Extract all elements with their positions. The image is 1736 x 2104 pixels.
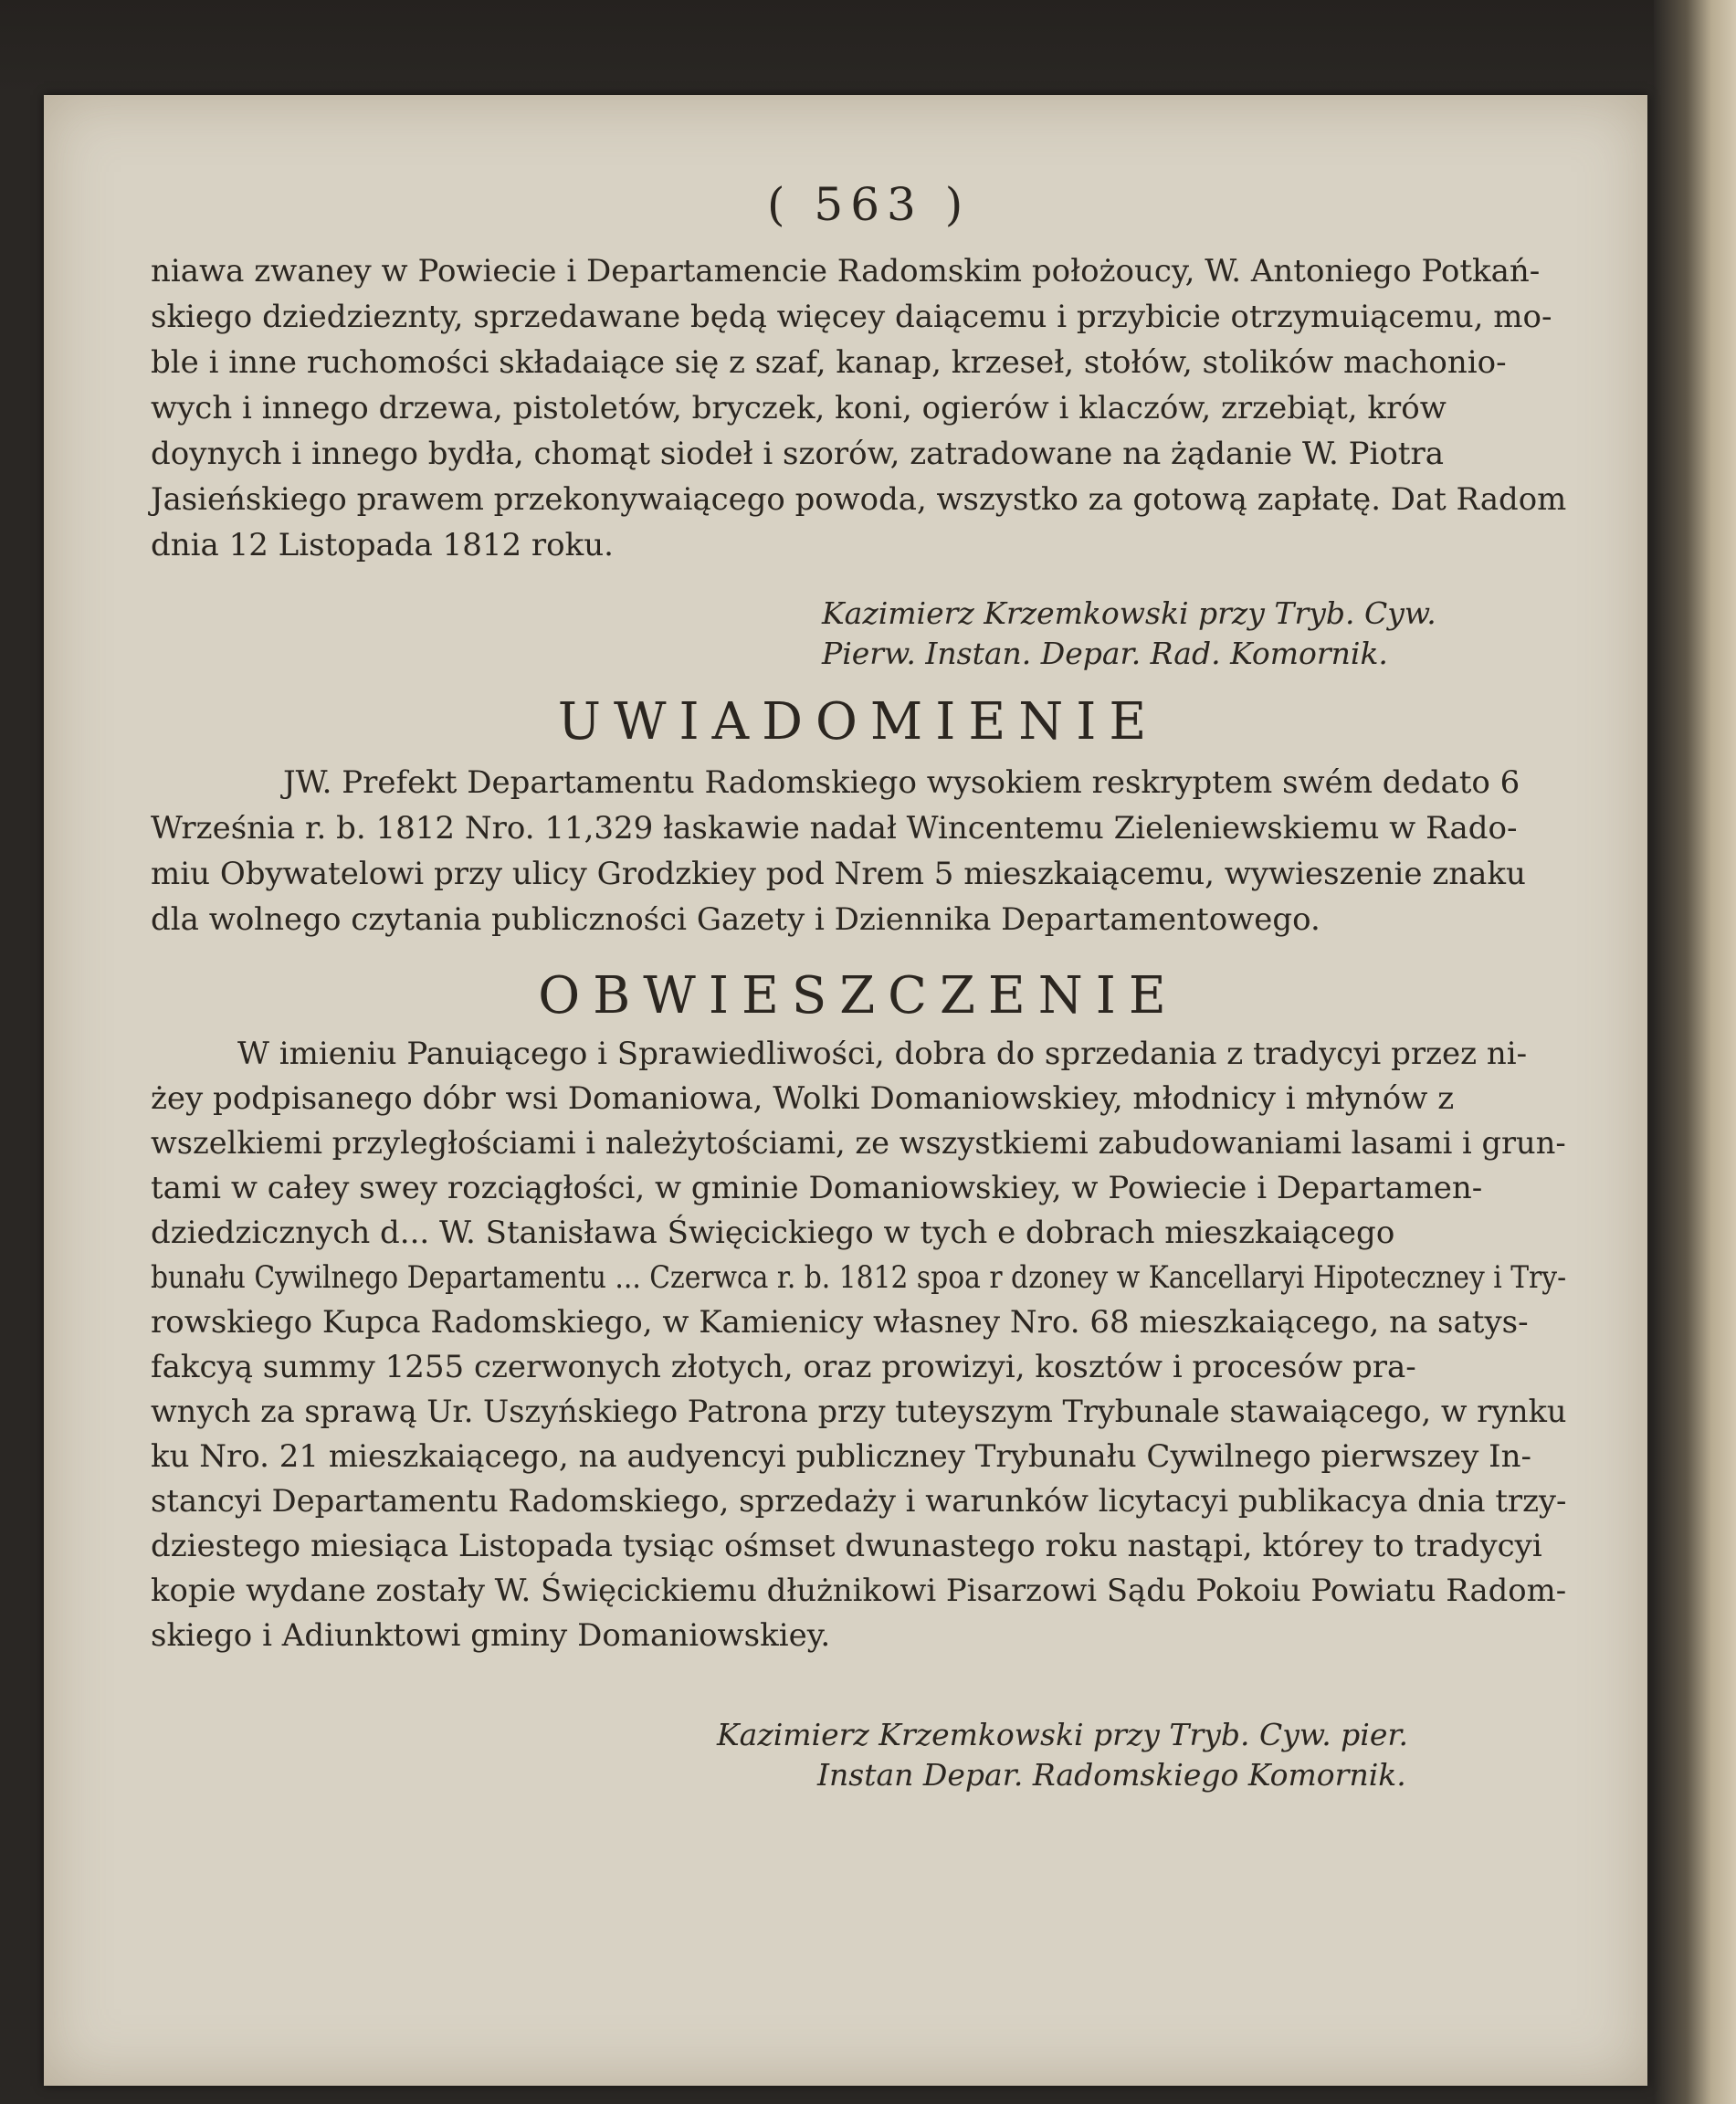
text-line: W imieniu Panuiącego i Sprawiedliwości, dobra do sprzedania z tradycyi przez ni- (237, 1036, 1528, 1072)
text-line: stancyi Departamentu Radomskiego, sprzedaży i warunków licytacyi publikacya dnia trzy- (151, 1483, 1567, 1520)
text-line: kopie wydane zostały W. Święcickiemu dłużnikowi Pisarzowi Sądu Pokoiu Powiatu Radom- (151, 1573, 1567, 1609)
text-line: Września r. b. 1812 Nro. 11,329 łaskawie nadał Wincentemu Zieleniewskiemu w Rado- (151, 810, 1518, 847)
text-line: niawa zwaney w Powiecie i Departamencie Radomskim położoucy, W. Antoniego Potkań- (151, 253, 1541, 289)
text-line: miu Obywatelowi przy ulicy Grodzkiey pod Nrem 5 mieszkaiącemu, wywieszenie znaku (151, 856, 1526, 892)
section-announcement (151, 760, 1566, 942)
text-line: żey podpisanego dóbr wsi Domaniowa, Wolki Domaniowskiey, młodnicy i młynów z (151, 1080, 1455, 1117)
text-line: rowskiego Kupca Radomskiego, w Kamienicy własney Nro. 68 mieszkaiącego, na satys- (151, 1304, 1529, 1341)
heading-uwiadomienie: UWIADOMIENIE (557, 692, 1160, 752)
section-public-notice (151, 1032, 1566, 1658)
signature-line: Kazimierz Krzemkowski przy Tryb. Cyw. pier. (717, 1717, 1409, 1752)
section-auction-notice (151, 248, 1566, 568)
text-line: wszelkiemi przyległościami i należytościami, ze wszystkiemi zabudowaniami lasami i grun- (151, 1125, 1566, 1162)
text-line: bunału Cywilnego Departamentu ... Czerwca r. b. 1812 spoa r dzoney w Kancellaryi Hipoteczney i Try- (151, 1259, 1567, 1296)
text-line: doynych i innego bydła, chomąt siodeł i szorów, zatradowane na żądanie W. Piotra (151, 436, 1444, 472)
signature-block (717, 1715, 1408, 1795)
text-line: tami w całey swey rozciągłości, w gminie Domaniowskiey, w Powiecie i Departamen- (151, 1170, 1483, 1206)
text-line: skiego i Adiunktowi gminy Domaniowskiey. (151, 1617, 831, 1654)
signature-block (822, 594, 1436, 674)
heading-obwieszczenie: OBWIESZCZENIE (538, 966, 1179, 1026)
page-number: ( 563 ) (767, 178, 971, 231)
signature-line: Instan Depar. Radomskiego Komornik. (817, 1757, 1406, 1793)
signature-line: Kazimierz Krzemkowski przy Tryb. Cyw. (822, 595, 1436, 631)
text-line: ble i inne ruchomości składaiące się z szaf, kanap, krzeseł, stołów, stolików machonio- (151, 344, 1507, 381)
text-line: ku Nro. 21 mieszkaiącego, na audyencyi publiczney Trybunału Cywilnego pierwszey In- (151, 1438, 1531, 1475)
text-line: dziestego miesiąca Listopada tysiąc ośmset dwunastego roku nastąpi, którey to tradycyi (151, 1528, 1542, 1564)
text-line: fakcyą summy 1255 czerwonych złotych, oraz prowizyi, kosztów i procesów pra- (151, 1349, 1416, 1385)
text-line: wnych za sprawą Ur. Uszyńskiego Patrona przy tuteyszym Trybunale stawaiącego, w rynku (151, 1394, 1567, 1430)
text-line: dziedzicznych d... W. Stanisława Święcickiego w tych e dobrach mieszkaiącego (151, 1215, 1395, 1251)
text-line: dla wolnego czytania publiczności Gazety i Dziennika Departamentowego. (151, 901, 1320, 938)
signature-line: Pierw. Instan. Depar. Rad. Komornik. (822, 636, 1388, 671)
text-line: dnia 12 Listopada 1812 roku. (151, 527, 614, 563)
text-line: skiego dziedzieznty, sprzedawane będą więcey daiącemu i przybicie otrzymuiącemu, mo- (151, 299, 1552, 335)
text-line: wych i innego drzewa, pistoletów, bryczek, koni, ogierów i klaczów, zrzebiąt, krów (151, 390, 1447, 426)
book-edge (1654, 0, 1736, 2104)
text-line: Jasieńskiego prawem przekonywaiącego powoda, wszystko za gotową zapłatę. Dat Radom (151, 481, 1567, 518)
scan-background-top (0, 0, 1736, 95)
text-line: JW. Prefekt Departamentu Radomskiego wysokiem reskryptem swém dedato 6 (283, 764, 1520, 801)
